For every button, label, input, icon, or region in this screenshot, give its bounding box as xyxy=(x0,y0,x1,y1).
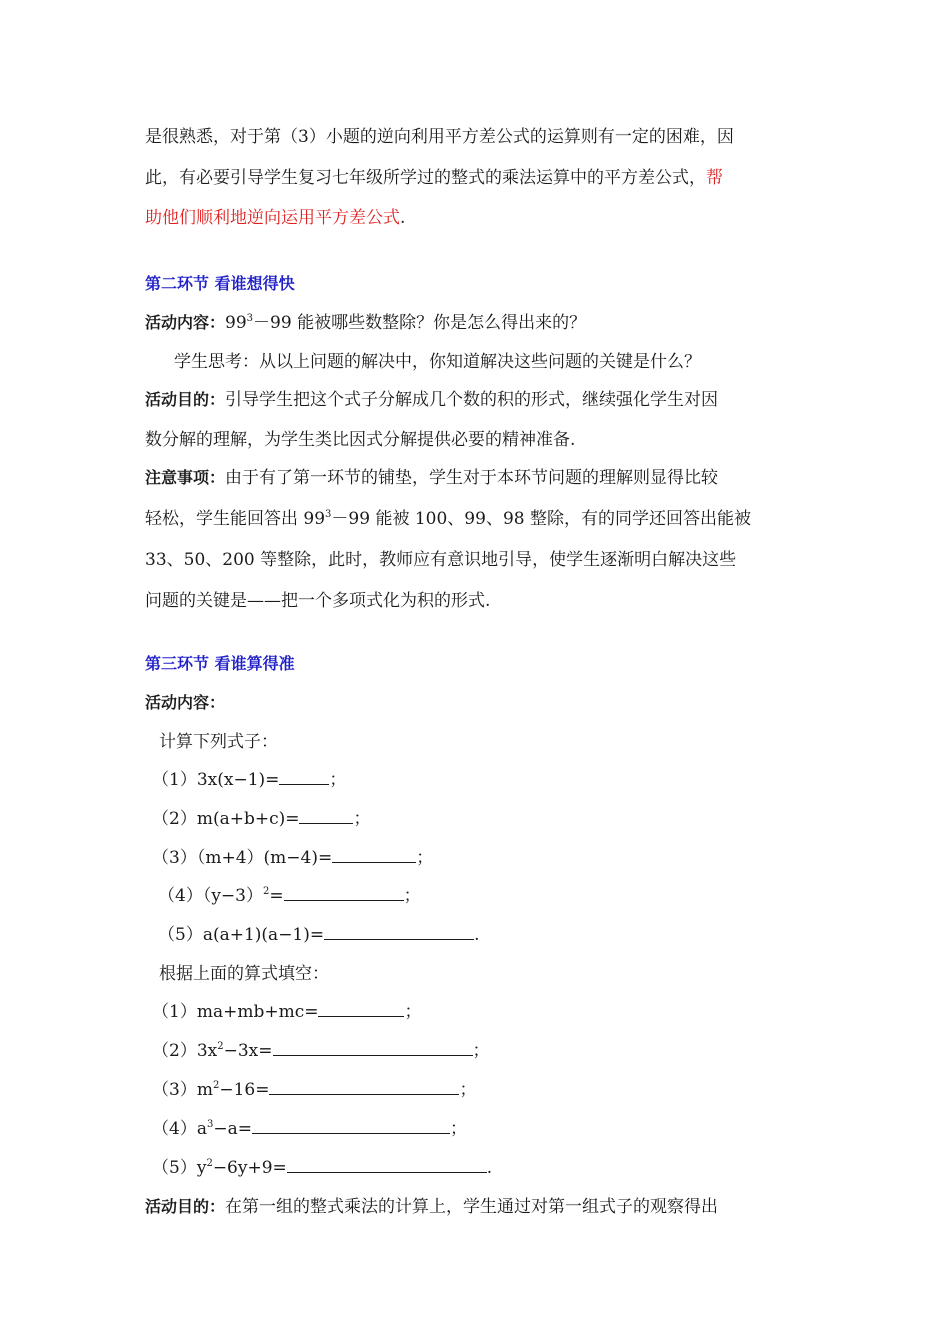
g1-item-1 xyxy=(152,768,346,792)
intro-text-2: 此，有必要引导学生复习七年级所学过的整式的乘法运算中的平方差公式， xyxy=(145,168,706,188)
item-end: . xyxy=(474,925,480,945)
content-question: －99 能被哪些数整除？你是怎么得出来的？ xyxy=(253,313,587,333)
answer-blank[interactable] xyxy=(287,1156,487,1173)
item-end: ； xyxy=(329,770,347,790)
item-number: （3） xyxy=(152,1080,197,1100)
item-number: （1） xyxy=(152,1002,197,1022)
answer-blank[interactable] xyxy=(273,1039,473,1056)
g1-item-5 xyxy=(158,923,480,947)
item-number: （5） xyxy=(152,1158,197,1178)
item-end: ； xyxy=(353,809,371,829)
intro-highlight-1: 帮 xyxy=(706,168,723,188)
item-number: （1） xyxy=(152,770,197,790)
item-end: ； xyxy=(449,1119,467,1139)
activity-purpose-label: 活动目的： xyxy=(145,390,226,409)
item-end: ； xyxy=(416,848,434,868)
activity-purpose-label: 活动目的： xyxy=(145,1197,226,1216)
item-end: . xyxy=(486,1158,493,1178)
g2-item-5 xyxy=(152,1156,492,1180)
answer-blank[interactable] xyxy=(279,768,329,785)
item-exponent: 3 xyxy=(206,1119,214,1130)
item-end: ； xyxy=(472,1041,490,1061)
notes-text-2a: 轻松，学生能回答出 99 xyxy=(145,509,326,529)
item-expr-2: −16= xyxy=(219,1080,270,1100)
compute-prompt: 计算下列式子： xyxy=(159,732,278,752)
item-expr: y xyxy=(196,1158,207,1178)
student-think: 学生思考：从以上问题的解决中，你知道解决这些问题的关键是什么？ xyxy=(174,352,701,372)
item-number: （2） xyxy=(152,809,197,829)
g1-item-2 xyxy=(152,807,370,831)
g2-item-2 xyxy=(152,1039,490,1063)
item-expr: 3x xyxy=(196,1041,218,1061)
item-exponent: 2 xyxy=(212,1080,220,1091)
g1-item-3 xyxy=(152,846,433,870)
section3-purpose-1 xyxy=(145,1195,718,1219)
intro-line-1 xyxy=(145,125,734,149)
section2-content xyxy=(145,311,586,335)
notes-text-1: 由于有了第一环节的铺垫，学生对于本环节问题的理解则显得比较 xyxy=(225,468,719,488)
answer-blank[interactable] xyxy=(324,923,474,940)
notes-label: 注意事项： xyxy=(145,468,226,487)
item-expr-2: = xyxy=(269,886,284,906)
item-expr: a xyxy=(196,1119,207,1139)
answer-blank[interactable] xyxy=(318,1000,404,1017)
item-expr: 3x(x−1)= xyxy=(196,770,280,790)
item-exponent: 2 xyxy=(217,1041,224,1052)
answer-blank[interactable] xyxy=(252,1117,450,1134)
answer-blank[interactable] xyxy=(269,1078,459,1095)
fill-prompt: 根据上面的算式填空： xyxy=(159,964,329,984)
item-number: （4） xyxy=(152,1119,197,1139)
item-end: ； xyxy=(403,886,421,906)
item-number: （5） xyxy=(158,925,203,945)
item-expr-2: −3x= xyxy=(223,1041,273,1061)
intro-line-3 xyxy=(145,206,405,230)
item-end: ； xyxy=(404,1002,422,1022)
intro-line-2 xyxy=(145,166,723,190)
section2-notes-1 xyxy=(145,466,718,490)
section3-heading: 第三环节 看谁算得准 xyxy=(145,654,295,673)
notes-exponent: 3 xyxy=(325,509,332,520)
section2-heading: 第二环节 看谁想得快 xyxy=(145,274,295,293)
answer-blank[interactable] xyxy=(299,807,353,824)
section3-content-label: 活动内容： xyxy=(145,693,226,712)
purpose-text: 在第一组的整式乘法的计算上，学生通过对第一组式子的观察得出 xyxy=(225,1197,719,1217)
section2-notes-4: 问题的关键是——把一个多项式化为积的形式. xyxy=(145,591,491,611)
intro-text-1: 是很熟悉，对于第（3）小题的逆向利用平方差公式的运算则有一定的困难，因 xyxy=(145,127,734,147)
activity-content-label: 活动内容： xyxy=(145,313,226,332)
item-expr-2: −a= xyxy=(213,1119,252,1139)
item-end: ； xyxy=(459,1080,477,1100)
section2-notes-3: 33、50、200 等整除，此时，教师应有意识地引导，使学生逐渐明白解决这些 xyxy=(145,550,737,570)
purpose-text-1: 引导学生把这个式子分解成几个数的积的形式，继续强化学生对因 xyxy=(225,390,719,410)
item-expr: a(a+1)(a−1)= xyxy=(202,925,325,945)
section2-purpose-1 xyxy=(145,388,718,412)
item-expr-2: −6y+9= xyxy=(212,1158,287,1178)
item-number: （4） xyxy=(158,886,203,906)
item-expr: （m+4）(m−4)= xyxy=(196,848,333,868)
g2-item-1 xyxy=(152,1000,421,1024)
section2-purpose-2: 数分解的理解，为学生类比因式分解提供必要的精神准备. xyxy=(145,430,576,450)
g2-item-4 xyxy=(152,1117,467,1141)
section2-notes-2 xyxy=(145,507,751,531)
answer-blank[interactable] xyxy=(332,846,416,863)
item-expr: m xyxy=(196,1080,213,1100)
item-expr: ma+mb+mc= xyxy=(196,1002,319,1022)
content-num: 99 xyxy=(225,313,247,333)
g2-item-3 xyxy=(152,1078,476,1102)
content-exponent: 3 xyxy=(246,313,254,324)
g1-item-4 xyxy=(158,884,421,908)
item-exponent: 2 xyxy=(206,1158,213,1169)
intro-highlight-2: 助他们顺利地逆向运用平方差公式 xyxy=(145,208,400,228)
item-expr: m(a+b+c)= xyxy=(196,809,300,829)
item-number: （3） xyxy=(152,848,197,868)
item-expr: （y−3） xyxy=(202,886,263,906)
item-exponent: 2 xyxy=(263,886,270,897)
intro-period: . xyxy=(400,208,406,228)
answer-blank[interactable] xyxy=(284,884,404,901)
item-number: （2） xyxy=(152,1041,197,1061)
notes-text-2b: －99 能被 100、99、98 整除，有的同学还回答出能被 xyxy=(331,509,751,529)
